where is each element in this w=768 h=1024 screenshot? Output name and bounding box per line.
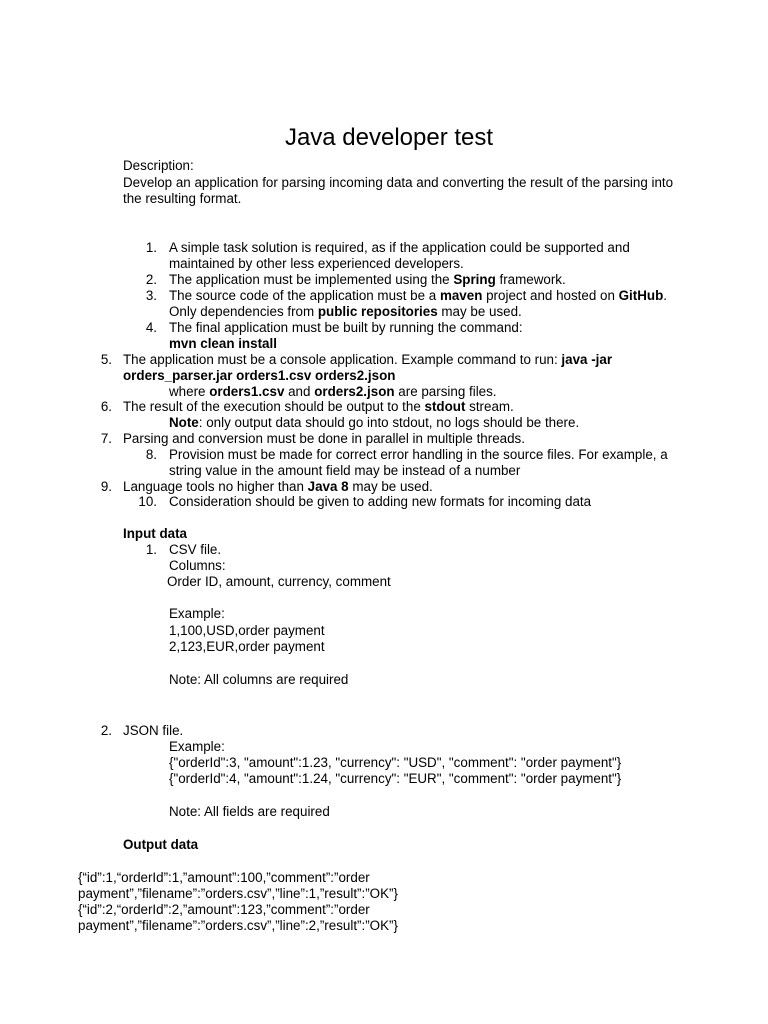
requirement-text-line xyxy=(169,447,668,463)
requirement-number: 6. xyxy=(100,399,112,414)
requirement-number: 7. xyxy=(100,431,112,446)
requirement-text: stream. xyxy=(465,399,514,414)
csv-example-line: 2,123,EUR,order payment xyxy=(169,639,325,654)
json-example-label: Example: xyxy=(169,739,225,754)
requirement-text: . xyxy=(663,288,667,303)
requirement-text: A simple task solution is required, as if the application could be supported and xyxy=(169,240,630,255)
requirement-text: Only dependencies from xyxy=(169,304,318,319)
requirement-bold-text: Java 8 xyxy=(307,479,349,494)
requirement-text-line xyxy=(169,415,579,431)
requirement-text-line xyxy=(123,479,433,495)
page-title: Java developer test xyxy=(284,124,494,151)
requirement-bold-text: mvn clean install xyxy=(169,336,277,351)
output-line: payment”,”filename”:”orders.csv”,”line”:2,”result”:”OK”} xyxy=(78,918,398,933)
requirement-text-line xyxy=(169,272,566,288)
input-data-heading: Input data xyxy=(123,526,187,541)
output-data-heading: Output data xyxy=(123,837,199,852)
csv-item-number: 1. xyxy=(145,542,157,557)
description-text-line2: the resulting format. xyxy=(123,191,242,206)
requirement-text: maintained by other less experienced developers. xyxy=(169,256,464,271)
requirement-text: The application must be implemented using the xyxy=(169,272,454,287)
requirement-text-line xyxy=(123,399,514,415)
json-file-title: JSON file. xyxy=(123,723,184,738)
requirement-text: may be used. xyxy=(348,479,433,494)
output-line: {“id”:1,“orderId”:1,”amount”:100,”comment”:”order xyxy=(78,870,370,885)
requirement-number: 2. xyxy=(145,272,157,287)
requirement-bold-text: orders1.csv xyxy=(209,384,285,399)
requirement-text: The application must be a console application. Example command to run: xyxy=(123,352,562,367)
requirement-text: project and hosted on xyxy=(482,288,619,303)
requirement-text: Consideration should be given to adding new formats for incoming data xyxy=(169,494,592,509)
requirement-text: Parsing and conversion must be done in parallel in multiple threads. xyxy=(123,431,525,446)
csv-file-title: CSV file. xyxy=(169,542,222,557)
requirement-text-line xyxy=(123,431,525,447)
csv-example-line: 1,100,USD,order payment xyxy=(169,623,325,638)
requirement-text-line xyxy=(169,320,523,336)
csv-columns-label: Columns: xyxy=(169,558,226,573)
csv-columns-list: Order ID, amount, currency, comment xyxy=(167,574,391,589)
requirement-bold-text: java -jar xyxy=(561,352,613,367)
requirement-text: where xyxy=(169,384,210,399)
requirement-bold-text: Spring xyxy=(453,272,496,287)
json-example-line: {"orderId":3, "amount":1.23, "currency": "USD", "comment": "order payment"} xyxy=(169,755,622,770)
requirement-text: framework. xyxy=(495,272,566,287)
requirement-text-line xyxy=(169,336,277,352)
requirement-number: 9. xyxy=(100,479,112,494)
requirement-text: The result of the execution should be output to the xyxy=(123,399,425,414)
requirement-text-line xyxy=(169,240,630,256)
requirement-number: 4. xyxy=(145,320,157,335)
requirement-number: 1. xyxy=(145,240,157,255)
requirement-bold-text: Note xyxy=(169,415,199,430)
requirement-text: may be used. xyxy=(437,304,522,319)
requirement-text-line xyxy=(123,352,612,368)
requirement-number: 5. xyxy=(100,352,112,367)
requirement-text: string value in the amount field may be instead of a number xyxy=(169,463,521,478)
requirement-text-line xyxy=(169,463,520,479)
requirement-text: Provision must be made for correct error handling in the source files. For example, a xyxy=(169,447,668,462)
description-text-line1: Develop an application for parsing incoming data and converting the result of the parsing into xyxy=(123,175,674,190)
requirement-text-line xyxy=(169,288,667,304)
requirement-text-line xyxy=(169,304,522,320)
requirement-number: 10. xyxy=(138,494,157,509)
description-label: Description: xyxy=(123,158,194,173)
output-line: {“id”:2,“orderId”:2,”amount”:123,”comment”:”order xyxy=(78,902,370,917)
requirement-bold-text: GitHub xyxy=(618,288,664,303)
json-example-line: {"orderId":4, "amount":1.24, "currency": "EUR", "comment": "order payment"} xyxy=(169,771,622,786)
csv-note: Note: All columns are required xyxy=(169,672,349,687)
requirement-text: are parsing files. xyxy=(394,384,497,399)
requirement-bold-text: orders2.json xyxy=(314,384,395,399)
requirement-bold-text: orders_parser.jar orders1.csv orders2.json xyxy=(123,368,396,383)
requirement-text: and xyxy=(284,384,315,399)
requirement-number: 8. xyxy=(145,447,157,462)
requirement-text-line xyxy=(169,494,591,510)
csv-example-label: Example: xyxy=(169,606,225,621)
requirement-text-line xyxy=(123,368,395,384)
requirement-bold-text: maven xyxy=(439,288,483,303)
json-item-number: 2. xyxy=(100,723,112,738)
requirement-text: Language tools no higher than xyxy=(123,479,308,494)
requirement-text-line xyxy=(169,256,464,272)
requirement-bold-text: stdout xyxy=(424,399,466,414)
requirement-text-line xyxy=(169,384,497,400)
output-line: payment”,”filename”:”orders.csv”,”line”:1,”result”:”OK”} xyxy=(78,886,398,901)
requirement-number: 3. xyxy=(145,288,157,303)
requirement-bold-text: public repositories xyxy=(317,304,438,319)
requirement-text: The final application must be built by running the command: xyxy=(169,320,523,335)
requirement-text: : only output data should go into stdout, no logs should be there. xyxy=(198,415,580,430)
json-note: Note: All fields are required xyxy=(169,804,330,819)
requirement-text: The source code of the application must be a xyxy=(169,288,440,303)
